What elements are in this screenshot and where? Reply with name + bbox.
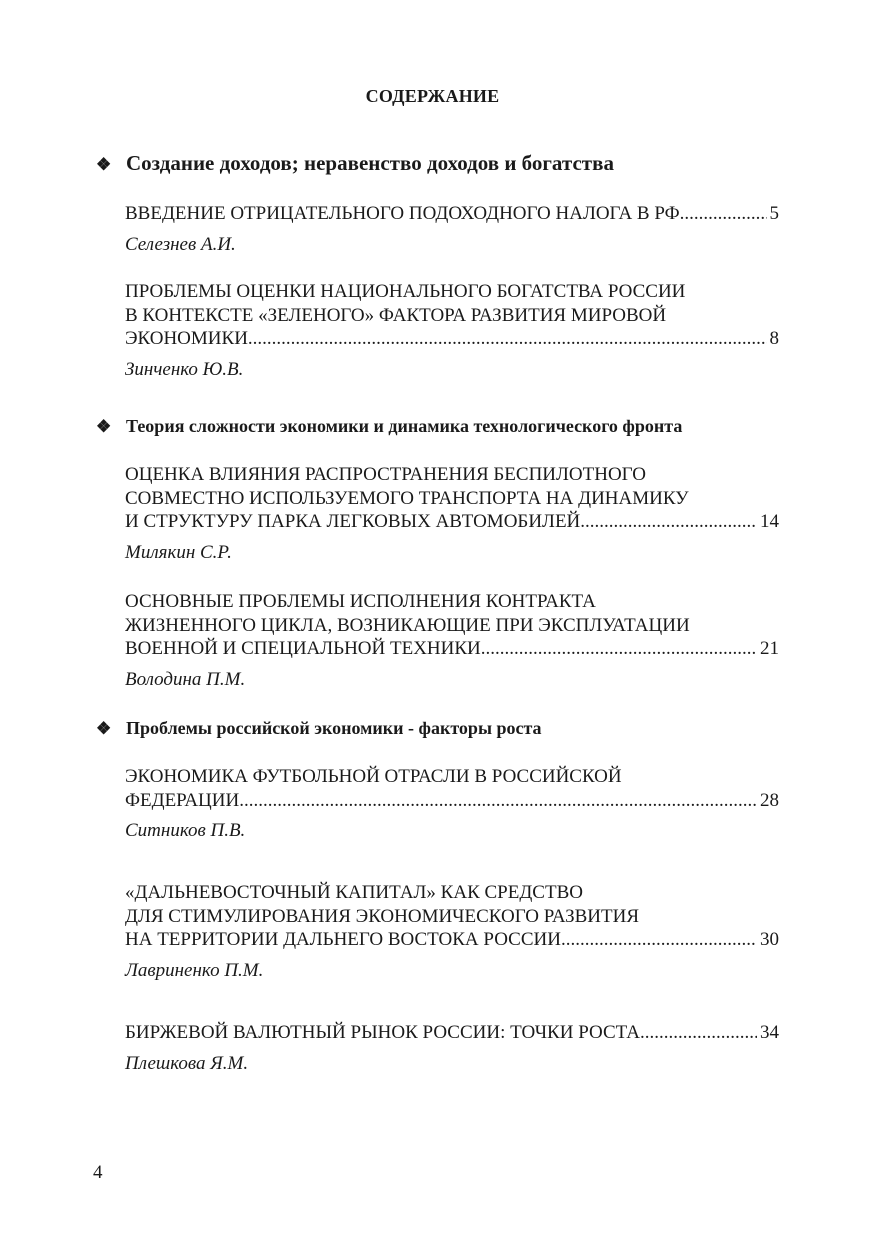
toc-entry-title-line: «ДАЛЬНЕВОСТОЧНЫЙ КАПИТАЛ» КАК СРЕДСТВО	[125, 882, 583, 903]
toc-entry-author: Милякин С.Р.	[125, 541, 232, 563]
toc-entry[interactable]	[125, 881, 779, 982]
toc-entry-title-line: СОВМЕСТНО ИСПОЛЬЗУЕМОГО ТРАНСПОРТА НА ДИНАМИКУ	[125, 487, 689, 509]
toc-entry-title-line: ЖИЗНЕННОГО ЦИКЛА, ВОЗНИКАЮЩИЕ ПРИ ЭКСПЛУАТАЦИИ	[125, 614, 690, 636]
section-heading	[96, 151, 796, 176]
toc-entry-title-line: ПРОБЛЕМЫ ОЦЕНКИ НАЦИОНАЛЬНОГО БОГАТСТВА РОССИИ	[125, 281, 686, 302]
dot-leader	[640, 1021, 757, 1045]
section-heading-text[interactable]: Теория сложности экономики и динамика технологического фронта	[126, 416, 683, 436]
toc-entry-title-line: ВОЕННОЙ И СПЕЦИАЛЬНОЙ ТЕХНИКИ	[125, 638, 481, 659]
toc-entry-title-line: В КОНТЕКСТЕ «ЗЕЛЕНОГО» ФАКТОРА РАЗВИТИЯ МИРОВОЙ	[125, 304, 667, 326]
dot-leader	[248, 327, 767, 351]
toc-entry-page: 8	[769, 328, 779, 349]
toc-entry-author: Володина П.М.	[125, 668, 246, 690]
toc-entry-title-line: ЭКОНОМИКА ФУТБОЛЬНОЙ ОТРАСЛИ В РОССИЙСКОЙ	[125, 766, 622, 787]
toc-entry-title-line: НА ТЕРРИТОРИИ ДАЛЬНЕГО ВОСТОКА РОССИИ	[125, 929, 561, 950]
toc-entry-title-line: ФЕДЕРАЦИИ	[125, 789, 240, 811]
toc-entry-leader-line[interactable]	[125, 928, 779, 952]
toc-entry-page: 21	[760, 638, 779, 659]
toc-entry-leader-line[interactable]	[125, 789, 779, 813]
toc-entry-leader-line[interactable]	[125, 327, 779, 351]
toc-entry[interactable]	[125, 280, 779, 381]
diamond-bullet-icon: ❖	[96, 155, 112, 174]
dot-leader	[481, 637, 757, 661]
toc-entry-title-line: ДЛЯ СТИМУЛИРОВАНИЯ ЭКОНОМИЧЕСКОГО РАЗВИТИЯ	[125, 905, 640, 927]
section-heading	[96, 718, 796, 739]
toc-entry-author: Лавриненко П.М.	[125, 959, 264, 981]
toc-entry[interactable]	[125, 463, 779, 564]
toc-entry-page: 34	[760, 1022, 779, 1043]
page-number: 4	[93, 1162, 103, 1183]
toc-entry-page: 28	[760, 789, 779, 811]
toc-entry-title-line: ВВЕДЕНИЕ ОТРИЦАТЕЛЬНОГО ПОДОХОДНОГО НАЛОГА В РФ	[125, 203, 680, 224]
section-heading	[96, 416, 796, 437]
diamond-bullet-icon: ❖	[96, 417, 112, 436]
toc-entry-title-line: БИРЖЕВОЙ ВАЛЮТНЫЙ РЫНОК РОССИИ: ТОЧКИ РОСТА	[125, 1022, 641, 1043]
toc-entry-author: Плешкова Я.М.	[125, 1052, 249, 1074]
toc-entry-leader-line[interactable]	[125, 1021, 779, 1045]
toc-entry-page: 14	[760, 511, 779, 532]
toc-entry-page: 5	[769, 203, 779, 224]
dot-leader	[680, 202, 767, 226]
toc-entry-author: Зинченко Ю.В.	[125, 358, 244, 380]
toc-entry-leader-line[interactable]	[125, 637, 779, 661]
toc-entry-leader-line[interactable]	[125, 510, 779, 534]
toc-entry-page: 30	[760, 929, 779, 950]
section-heading-text[interactable]: Проблемы российской экономики - факторы роста	[126, 718, 542, 738]
toc-entry-title-line: И СТРУКТУРУ ПАРКА ЛЕГКОВЫХ АВТОМОБИЛЕЙ	[125, 511, 581, 532]
toc-entry[interactable]	[125, 765, 779, 843]
toc-entry-author: Селезнев А.И.	[125, 233, 236, 255]
diamond-bullet-icon: ❖	[96, 719, 112, 738]
toc-entry-title-line: ЭКОНОМИКИ	[125, 328, 248, 349]
toc-entry-title-line: ОЦЕНКА ВЛИЯНИЯ РАСПРОСТРАНЕНИЯ БЕСПИЛОТНОГО	[125, 464, 646, 485]
toc-entry[interactable]	[125, 1021, 779, 1075]
dot-leader	[561, 928, 757, 952]
toc-entry[interactable]	[125, 590, 779, 691]
page-title: СОДЕРЖАНИЕ	[365, 86, 500, 106]
dot-leader	[580, 510, 757, 534]
toc-entry-leader-line[interactable]	[125, 202, 779, 226]
toc-entry-title-line: ОСНОВНЫЕ ПРОБЛЕМЫ ИСПОЛНЕНИЯ КОНТРАКТА	[125, 591, 596, 612]
dot-leader	[239, 789, 757, 813]
toc-entry-author: Ситников П.В.	[125, 820, 246, 841]
section-heading-text[interactable]: Создание доходов; неравенство доходов и богатства	[126, 151, 614, 175]
toc-entry[interactable]	[125, 202, 779, 256]
